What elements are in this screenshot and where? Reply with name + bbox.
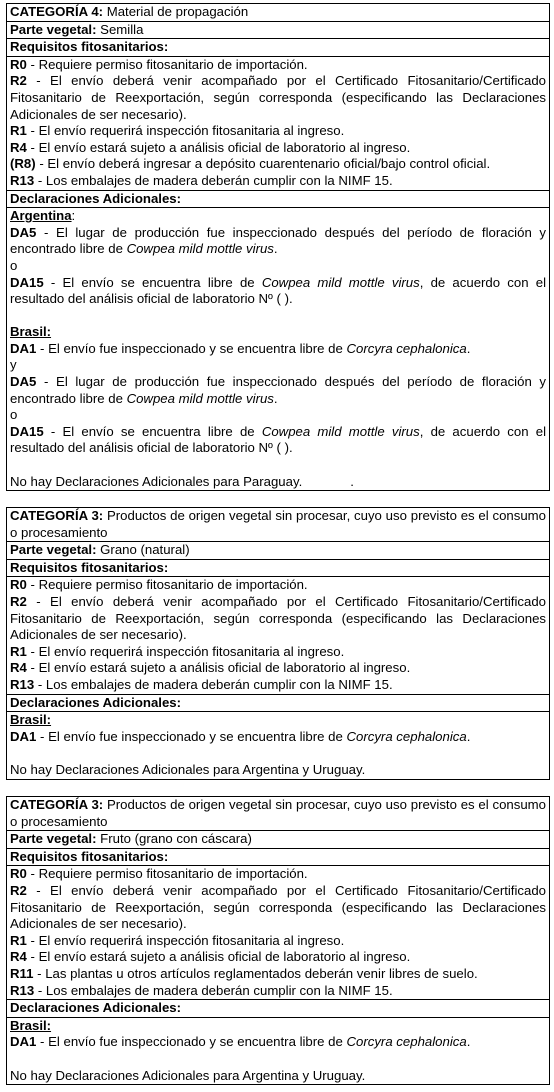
country-name: Brasil: <box>10 712 52 728</box>
requirement-code: R0 <box>10 577 27 593</box>
declarations-header: Declaraciones Adicionales: <box>7 190 549 208</box>
requirement-item <box>10 883 546 933</box>
plant-part-row <box>7 830 549 848</box>
category-3-grain-table <box>6 507 550 780</box>
declaration-text: - El envío fue inspeccionado y se encuentra libre de <box>36 340 347 356</box>
declarations-body <box>7 711 549 778</box>
spacer <box>10 745 546 762</box>
country-heading <box>10 1018 546 1035</box>
requirement-text: - El envío requerirá inspección fitosanitaria al ingreso. <box>26 643 345 659</box>
requirement-item <box>10 140 546 157</box>
plant-part-value: Semilla <box>100 21 144 37</box>
requirement-item <box>10 677 546 694</box>
country-heading <box>10 324 546 341</box>
declaration-text-end: . <box>466 1034 471 1050</box>
requirement-code: R13 <box>10 172 35 188</box>
requirement-item <box>10 983 546 1000</box>
requirement-item <box>10 933 546 950</box>
declaration-text: - El lugar de producción fue inspeccionado después del período de floración y encontrado libre de <box>10 374 546 406</box>
plant-part-row <box>7 21 549 39</box>
requirement-item <box>10 173 546 190</box>
category-row <box>7 508 549 541</box>
requirements-header: Requisitos fitosanitarios: <box>7 848 549 866</box>
requirement-text: - El envío estará sujeto a análisis oficial de laboratorio al ingreso. <box>26 949 411 965</box>
country-name: Brasil: <box>10 324 52 340</box>
requirement-code: R1 <box>10 932 27 948</box>
requirement-text: - Los embalajes de madera deberán cumplir con la NIMF 15. <box>34 172 393 188</box>
requirement-item <box>10 577 546 594</box>
declaration-item <box>10 729 546 746</box>
requirement-text: - El envío deberá venir acompañado por el Certificado Fitosanitario/Certificado Fitosanitario de Reexportación, según corresponda (especificando las Declaraciones Adicionales de ser necesario). <box>10 593 546 643</box>
declaration-text-end: , de acuerdo con el resultado del análisis oficial de laboratorio Nº ( ). <box>10 274 547 307</box>
requirement-text: - El envío deberá ingresar a depósito cuarentenario oficial/bajo control oficial. <box>35 156 491 172</box>
requirement-code: R2 <box>10 73 27 89</box>
requirement-item <box>10 660 546 677</box>
requirements-list <box>7 56 549 190</box>
declaration-item <box>10 225 546 258</box>
plant-part-row <box>7 541 549 559</box>
declaration-code: DA15 <box>10 274 44 290</box>
requirement-text: - Las plantas u otros artículos reglamentados deberán venir libres de suelo. <box>33 965 478 981</box>
footnote: No hay Declaraciones Adicionales para Argentina y Uruguay. <box>10 1067 366 1083</box>
declaration-text: - El envío se encuentra libre de <box>43 423 262 439</box>
declaration-text-end: . <box>273 390 278 406</box>
requirement-item <box>10 966 546 983</box>
requirement-text: - El envío estará sujeto a análisis oficial de laboratorio al ingreso. <box>26 660 411 676</box>
requirements-header: Requisitos fitosanitarios: <box>7 38 549 56</box>
spacer <box>10 1051 546 1068</box>
requirement-code: R4 <box>10 139 27 155</box>
declaration-text-end: , de acuerdo con el resultado del análisis oficial de laboratorio Nº ( ). <box>10 423 547 456</box>
spacer <box>10 308 546 325</box>
requirement-text: - El envío deberá venir acompañado por el Certificado Fitosanitario/Certificado Fitosanitario de Reexportación, según corresponda (especificando las Declaraciones Adicionales de ser necesario). <box>10 882 546 932</box>
declarations-header: Declaraciones Adicionales: <box>7 694 549 712</box>
declaration-code: DA15 <box>10 423 44 439</box>
requirement-item <box>10 156 546 173</box>
declaration-text: - El lugar de producción fue inspeccionado después del período de floración y encontrado libre de <box>10 224 546 257</box>
requirement-item <box>10 123 546 140</box>
requirement-text: - El envío requerirá inspección fitosanitaria al ingreso. <box>26 123 345 139</box>
requirement-code: R13 <box>10 676 35 692</box>
category-label: CATEGORÍA 4: <box>10 4 104 19</box>
requirement-code: R4 <box>10 660 27 676</box>
pest-name: Cowpea mild mottle virus <box>126 390 274 406</box>
category-4-table <box>6 3 550 491</box>
category-3-fruit-table <box>6 796 550 1085</box>
declaration-text-end: . <box>466 340 471 356</box>
declaration-code: DA1 <box>10 728 37 744</box>
requirement-text: - Requiere permiso fitosanitario de importación. <box>26 577 308 593</box>
country-heading <box>10 712 546 729</box>
declaration-text: - El envío fue inspeccionado y se encuentra libre de <box>36 1034 347 1050</box>
footnote: No hay Declaraciones Adicionales para Argentina y Uruguay. <box>10 761 366 777</box>
declaration-code: DA1 <box>10 340 37 356</box>
requirement-text: - El envío deberá venir acompañado por el Certificado Fitosanitario/Certificado Fitosanitario de Reexportación, según corresponda (especificando las Declaraciones Adicionales de ser necesario). <box>10 73 546 122</box>
footnote-mark: . <box>350 473 354 489</box>
requirement-text: - Requiere permiso fitosanitario de importación. <box>26 866 308 882</box>
footnote: No hay Declaraciones Adicionales para Paraguay. <box>10 473 303 489</box>
requirement-text: - Los embalajes de madera deberán cumplir con la NIMF 15. <box>34 982 393 998</box>
country-suffix: : <box>71 208 76 224</box>
requirements-list <box>7 576 549 693</box>
requirement-item <box>10 57 546 74</box>
plant-part-label: Parte vegetal: <box>10 542 97 558</box>
requirement-code: R13 <box>10 982 35 998</box>
pest-name: Cowpea mild mottle virus <box>126 241 274 257</box>
plant-part-label: Parte vegetal: <box>10 831 97 847</box>
requirement-item <box>10 866 546 883</box>
pest-name: Cowpea mild mottle virus <box>261 274 420 290</box>
category-row <box>7 797 549 830</box>
pest-name: Cowpea mild mottle virus <box>261 423 420 439</box>
declaration-item <box>10 1034 546 1051</box>
plant-part-value: Grano (natural) <box>100 542 190 558</box>
declarations-header: Declaraciones Adicionales: <box>7 999 549 1017</box>
category-text: Productos de origen vegetal sin procesar, cuyo uso previsto es el consumo o procesamiento <box>10 797 546 829</box>
requirements-list <box>7 865 549 999</box>
country-name: Argentina <box>10 208 72 224</box>
declaration-code: DA1 <box>10 1034 37 1050</box>
declaration-code: DA5 <box>10 224 37 240</box>
requirement-code: R1 <box>10 643 27 659</box>
footnote-line <box>10 1068 546 1085</box>
requirement-item <box>10 949 546 966</box>
requirement-code: R2 <box>10 593 27 609</box>
declaration-item <box>10 341 546 358</box>
connector-word: y <box>10 357 17 373</box>
requirement-text: - Requiere permiso fitosanitario de importación. <box>26 56 308 72</box>
requirement-item <box>10 73 546 123</box>
requirement-text: - El envío requerirá inspección fitosanitaria al ingreso. <box>26 932 345 948</box>
pest-name: Corcyra cephalonica <box>346 728 467 744</box>
requirement-code: R4 <box>10 949 27 965</box>
requirement-code: R2 <box>10 882 27 898</box>
category-label: CATEGORÍA 3: <box>10 797 104 812</box>
requirement-code: R11 <box>10 965 34 981</box>
pest-name: Corcyra cephalonica <box>346 1034 467 1050</box>
requirement-code: R1 <box>10 123 27 139</box>
footnote-line <box>10 474 546 491</box>
requirement-code: R0 <box>10 866 27 882</box>
declarations-body <box>7 1017 549 1084</box>
requirement-item <box>10 594 546 644</box>
plant-part-label: Parte vegetal: <box>10 21 97 37</box>
requirement-code: R0 <box>10 56 27 72</box>
declaration-text: - El envío se encuentra libre de <box>43 274 262 290</box>
requirement-text: - El envío estará sujeto a análisis oficial de laboratorio al ingreso. <box>26 139 411 155</box>
country-name: Brasil: <box>10 1017 52 1033</box>
spacer <box>10 457 546 474</box>
pest-name: Corcyra cephalonica <box>346 340 467 356</box>
declaration-code: DA5 <box>10 374 37 390</box>
declaration-item <box>10 275 546 308</box>
category-label: CATEGORÍA 3: <box>10 508 104 523</box>
requirement-code: (R8) <box>10 156 36 172</box>
requirement-text: - Los embalajes de madera deberán cumplir con la NIMF 15. <box>34 676 393 692</box>
country-heading <box>10 208 546 225</box>
declaration-text-end: . <box>466 728 471 744</box>
declaration-text: - El envío fue inspeccionado y se encuentra libre de <box>36 728 347 744</box>
requirement-item <box>10 644 546 661</box>
category-text: Productos de origen vegetal sin procesar, cuyo uso previsto es el consumo o procesamiento <box>10 508 546 540</box>
plant-part-value: Fruto (grano con cáscara) <box>100 831 252 847</box>
declaration-text-end: . <box>273 241 278 257</box>
requirements-header: Requisitos fitosanitarios: <box>7 559 549 577</box>
footnote-line <box>10 762 546 779</box>
connector-word: o <box>10 407 18 423</box>
category-row <box>7 4 549 21</box>
declaration-item <box>10 374 546 407</box>
category-text: Material de propagación <box>106 4 249 19</box>
connector-word: o <box>10 257 18 273</box>
declaration-item <box>10 424 546 457</box>
declarations-body <box>7 207 549 490</box>
